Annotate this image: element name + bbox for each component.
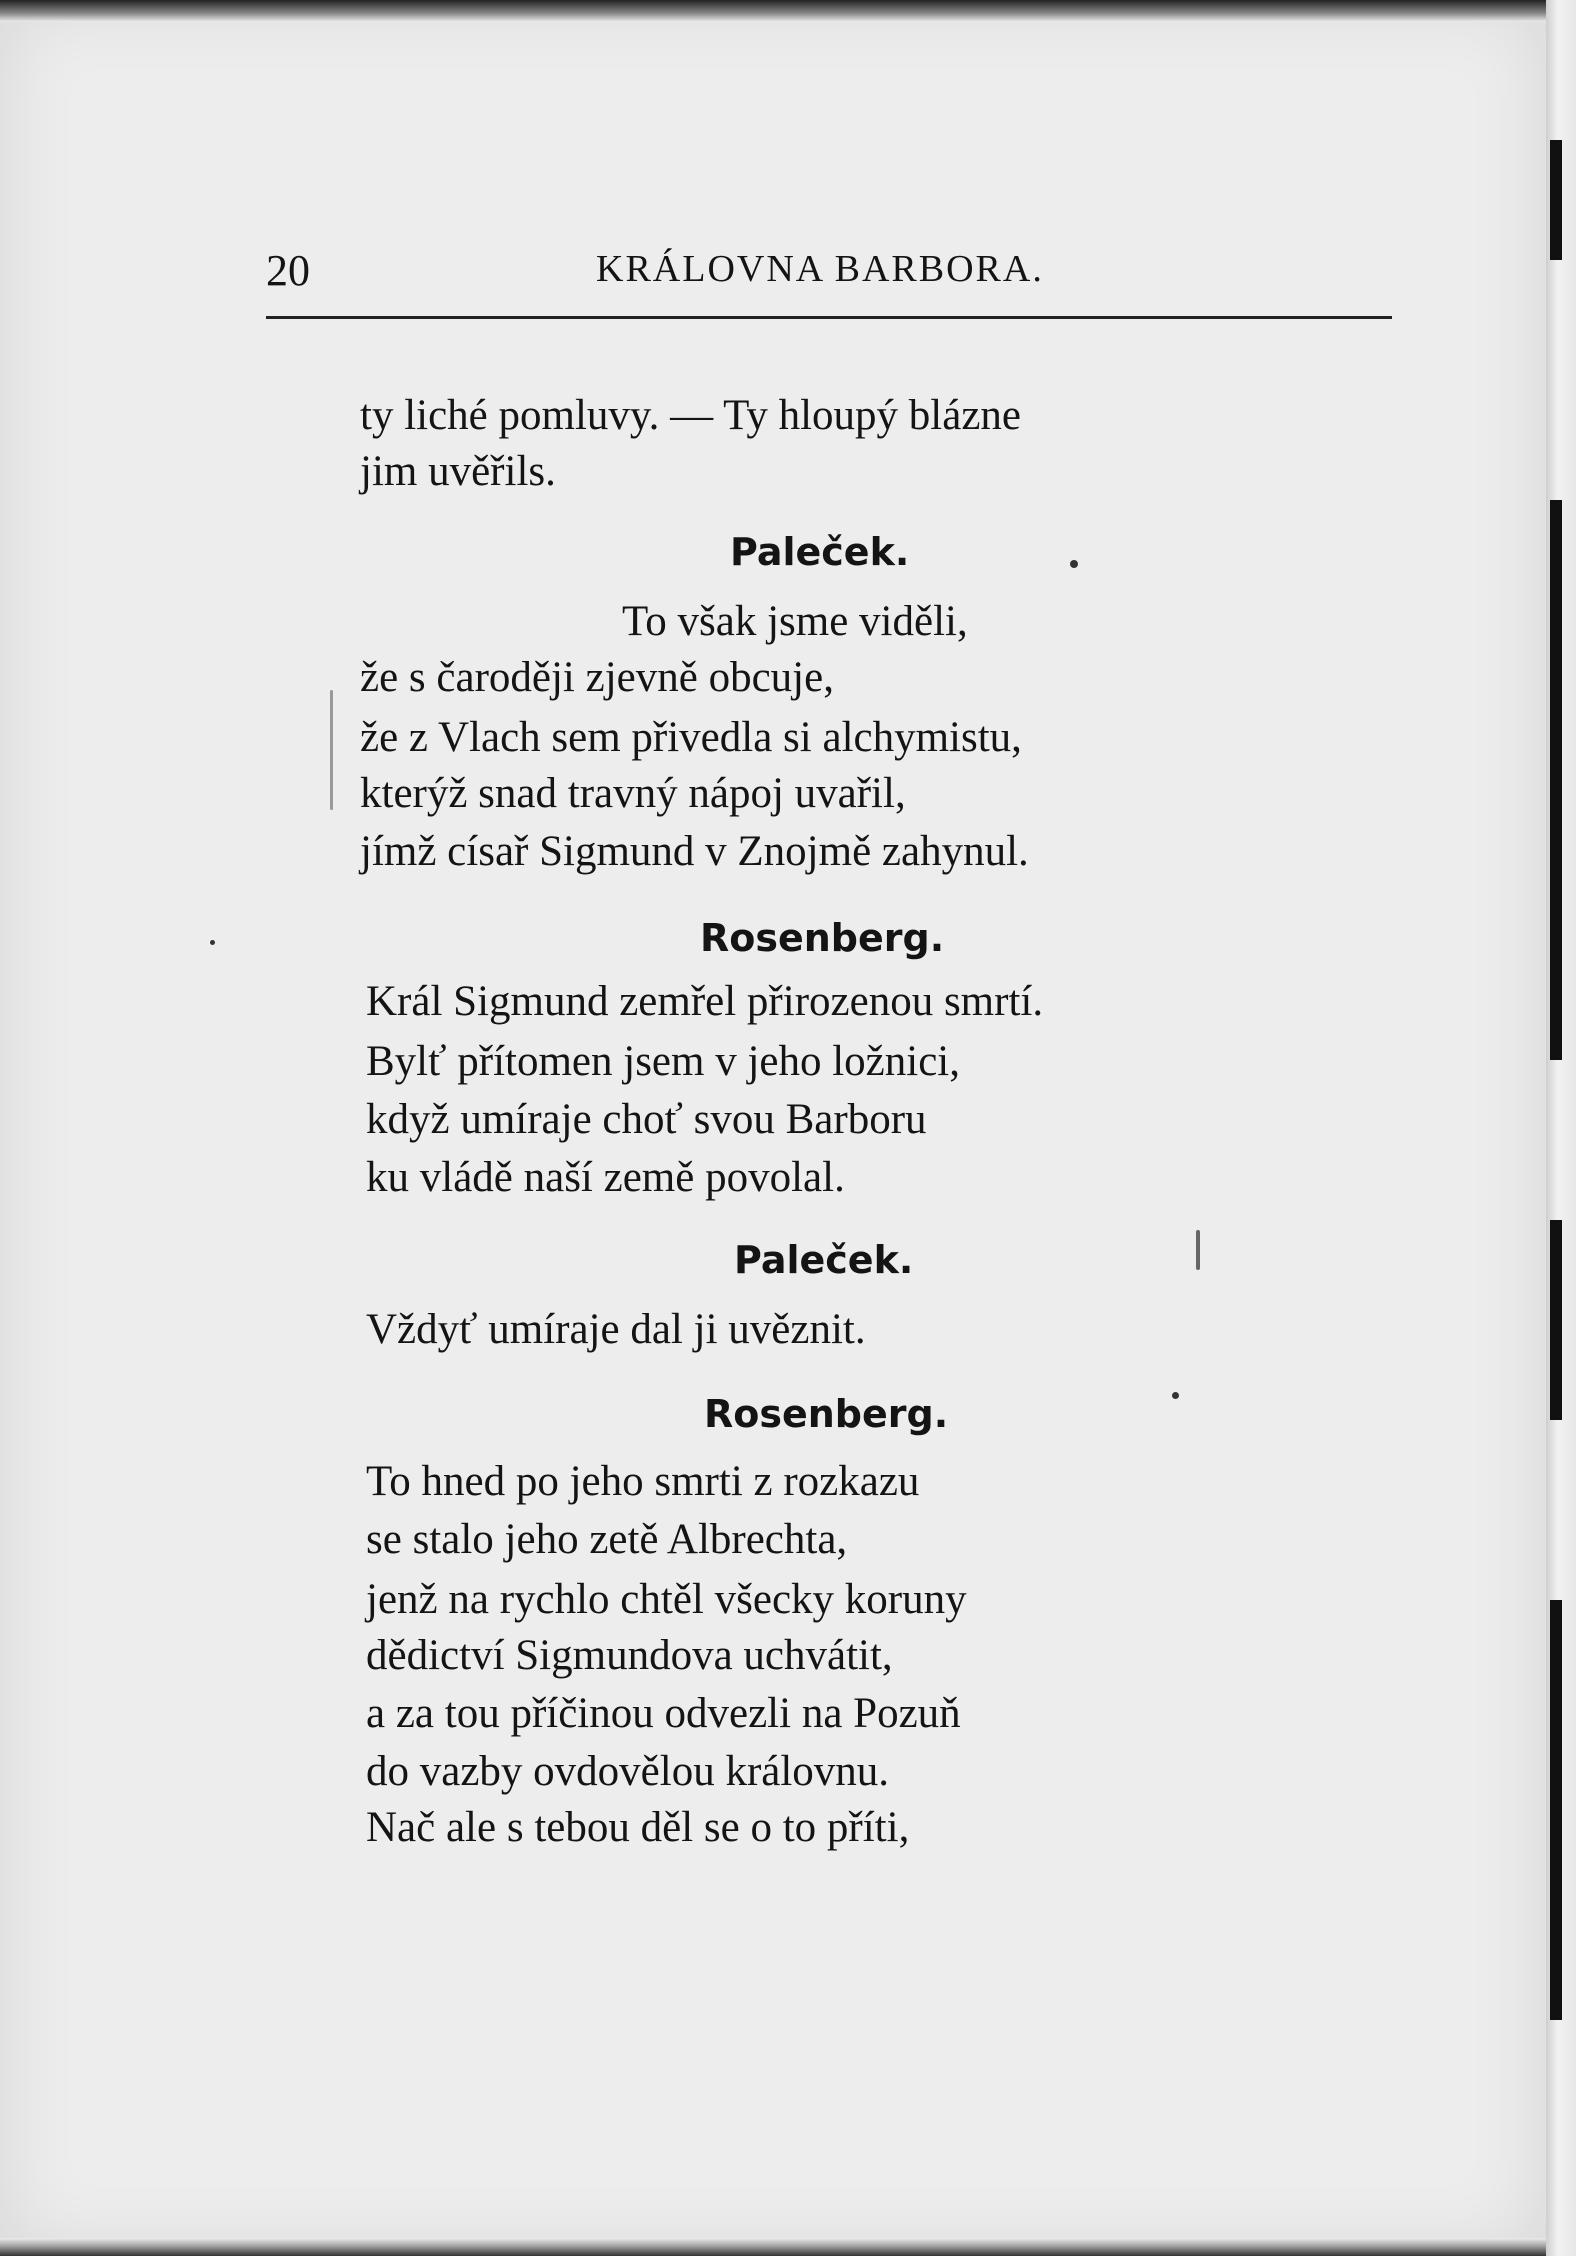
speaker-name: Rosenberg. xyxy=(700,916,945,960)
text-line: To však jsme viděli, xyxy=(622,598,968,645)
print-speck xyxy=(210,940,215,945)
print-mark xyxy=(330,690,333,810)
text-line: když umíraje choť svou Barboru xyxy=(366,1096,927,1143)
edge-shadow xyxy=(1550,500,1562,1060)
text-line: že z Vlach sem přivedla si alchymistu, xyxy=(360,714,1022,761)
text-line: ty liché pomluvy. — Ty hloupý blázne xyxy=(360,392,1021,439)
edge-shadow xyxy=(1550,1600,1562,2020)
header-rule xyxy=(266,316,1392,319)
speaker-name: Paleček. xyxy=(734,1238,914,1282)
text-line: Král Sigmund zemřel přirozenou smrtí. xyxy=(366,978,1044,1025)
text-line: ku vládě naší země povolal. xyxy=(366,1154,845,1201)
text-line: dědictví Sigmundova uchvátit, xyxy=(366,1632,893,1679)
text-line: Nač ale s tebou děl se o to příti, xyxy=(366,1804,910,1851)
text-line: Bylť přítomen jsem v jeho ložnici, xyxy=(366,1038,961,1085)
text-line: jímž císař Sigmund v Znojmě zahynul. xyxy=(360,828,1029,875)
text-line: To hned po jeho smrti z rozkazu xyxy=(366,1458,920,1505)
edge-shadow xyxy=(1550,140,1562,260)
text-line: Vždyť umíraje dal ji uvěznit. xyxy=(366,1306,866,1353)
text-line: a za tou příčinou odvezli na Pozuň xyxy=(366,1690,961,1737)
text-line: jim uvěřils. xyxy=(360,448,556,495)
text-line: kterýž snad travný nápoj uvařil, xyxy=(360,770,906,817)
scan-top-edge xyxy=(0,0,1546,22)
running-title: KRÁLOVNA BARBORA. xyxy=(596,248,1044,290)
text-line: jenž na rychlo chtěl všecky koruny xyxy=(366,1576,967,1623)
print-mark xyxy=(1196,1230,1200,1270)
edge-shadow xyxy=(1550,1220,1562,1420)
text-line: se stalo jeho zetě Albrechta, xyxy=(366,1516,848,1563)
text-line: do vazby ovdovělou královnu. xyxy=(366,1748,890,1795)
speaker-name: Paleček. xyxy=(730,530,910,574)
print-speck xyxy=(1172,1392,1179,1399)
scan-bottom-edge xyxy=(0,2238,1546,2256)
text-line: že s čaroději zjevně obcuje, xyxy=(360,654,834,701)
print-speck xyxy=(1070,560,1078,568)
page-number: 20 xyxy=(266,246,310,295)
speaker-name: Rosenberg. xyxy=(704,1392,949,1436)
